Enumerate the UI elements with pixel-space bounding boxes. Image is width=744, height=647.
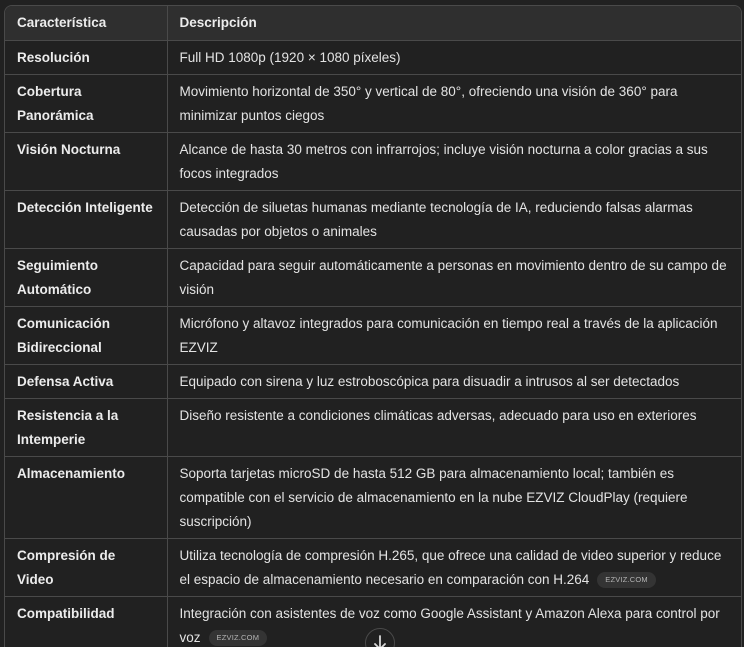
table-row — [5, 539, 741, 597]
table-row — [5, 307, 741, 365]
description-cell — [167, 399, 741, 457]
table-row — [5, 365, 741, 399]
description-cell — [167, 75, 741, 133]
header-description: Descripción — [167, 6, 741, 41]
description-text: Utiliza tecnología de compresión H.265, que ofrece una calidad de video superior y reduce el espacio de almacenamiento necesario en comparación con H.264 — [179, 548, 722, 587]
feature-cell: Seguimiento Automático — [5, 249, 167, 307]
comparison-table-container — [4, 5, 742, 647]
description-cell — [167, 41, 741, 75]
table-row — [5, 399, 741, 457]
feature-cell: Visión Nocturna — [5, 133, 167, 191]
feature-cell: Resistencia a la Intemperie — [5, 399, 167, 457]
source-citation-chip[interactable]: EZVIZ.COM — [209, 630, 268, 646]
description-cell — [167, 539, 741, 597]
description-text: Equipado con sirena y luz estroboscópica para disuadir a intrusos al ser detectados — [179, 374, 680, 389]
feature-cell: Compatibilidad — [5, 597, 167, 647]
description-cell — [167, 133, 741, 191]
features-table — [5, 6, 741, 647]
description-text: Detección de siluetas humanas mediante tecnología de IA, reduciendo falsas alarmas causadas por objetos o animales — [179, 200, 693, 239]
arrow-down-icon — [373, 635, 387, 647]
table-row — [5, 41, 741, 75]
table-row — [5, 249, 741, 307]
description-text: Capacidad para seguir automáticamente a personas en movimiento dentro de su campo de visión — [179, 258, 727, 297]
description-text: Diseño resistente a condiciones climáticas adversas, adecuado para uso en exteriores — [179, 408, 697, 423]
description-text: Soporta tarjetas microSD de hasta 512 GB para almacenamiento local; también es compatible con el servicio de almacenamiento en la nube EZVIZ CloudPlay (requiere suscripción) — [179, 466, 688, 529]
table-row — [5, 191, 741, 249]
source-citation-chip[interactable]: EZVIZ.COM — [597, 572, 656, 588]
description-cell — [167, 597, 741, 647]
feature-cell: Detección Inteligente — [5, 191, 167, 249]
header-feature: Característica — [5, 6, 167, 41]
table-header-row — [5, 6, 741, 41]
description-text: Alcance de hasta 30 metros con infrarrojos; incluye visión nocturna a color gracias a sus focos integrados — [179, 142, 708, 181]
table-row — [5, 457, 741, 539]
description-text: Integración con asistentes de voz como Google Assistant y Amazon Alexa para control por voz — [179, 606, 720, 645]
table-row — [5, 133, 741, 191]
description-text: Movimiento horizontal de 350° y vertical de 80°, ofreciendo una visión de 360° para minimizar puntos ciegos — [179, 84, 678, 123]
feature-cell: Cobertura Panorámica — [5, 75, 167, 133]
description-text: Micrófono y altavoz integrados para comunicación en tiempo real a través de la aplicación EZVIZ — [179, 316, 718, 355]
description-cell — [167, 307, 741, 365]
description-cell — [167, 457, 741, 539]
feature-cell: Resolución — [5, 41, 167, 75]
description-cell — [167, 191, 741, 249]
feature-cell: Defensa Activa — [5, 365, 167, 399]
description-text: Full HD 1080p (1920 × 1080 píxeles) — [179, 50, 401, 65]
description-cell — [167, 365, 741, 399]
table-row — [5, 75, 741, 133]
description-cell — [167, 249, 741, 307]
feature-cell: Comunicación Bidireccional — [5, 307, 167, 365]
feature-cell: Almacenamiento — [5, 457, 167, 539]
feature-cell: Compresión de Video — [5, 539, 167, 597]
